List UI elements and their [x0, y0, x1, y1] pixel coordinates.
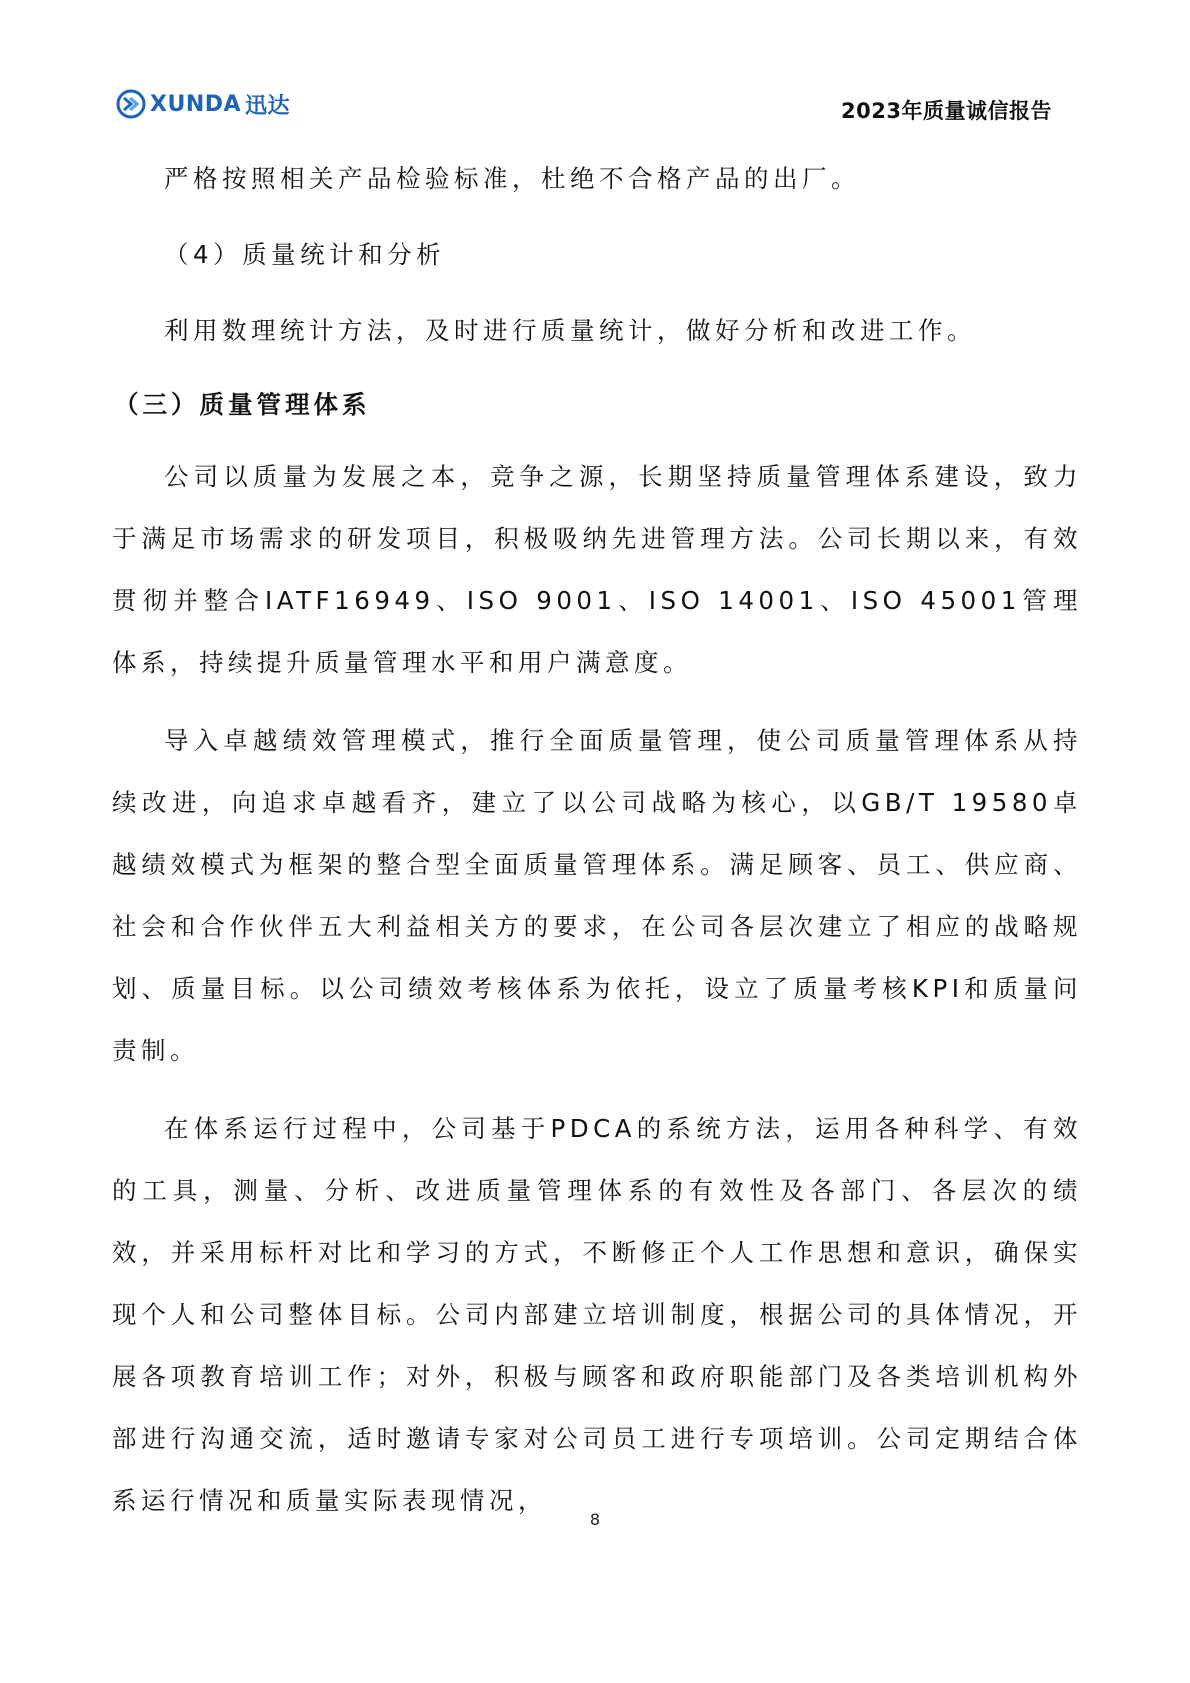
logo-text: XUNDA — [150, 91, 242, 117]
section-heading-quality-system: （三）质量管理体系 — [114, 390, 371, 419]
document-body — [112, 148, 1082, 1532]
company-logo — [116, 86, 290, 122]
report-title: 2023年质量诚信报告 — [841, 99, 1052, 123]
logo-chinese-text: 迅达 — [245, 93, 291, 119]
subheading-quality-statistics: （4）质量统计和分析 — [164, 240, 446, 269]
xunda-logo-icon — [116, 89, 146, 119]
paragraph-statistics: 利用数理统计方法，及时进行质量统计，做好分析和改进工作。 — [164, 316, 976, 345]
paragraph-pdca: 在体系运行过程中，公司基于PDCA的系统方法，运用各种科学、有效的工具，测量、分析、改进质量管理体系的有效性及各部门、各层次的绩效，并采用标杆对比和学习的方式，不断修正个人工作思想和意识，确保实现个人和公司整体目标。公司内部建立培训制度，根据公司的具体情况，开展各项教育培训工作；对外，积极与顾客和政府职能部门及各类培训机构外部进行沟通交流，适时邀请专家对公司员工进行专项培训。公司定期结合体系运行情况和质量实际表现情况， — [112, 1114, 1082, 1515]
paragraph-inspection: 严格按照相关产品检验标准，杜绝不合格产品的出厂。 — [164, 164, 860, 193]
page-number: 8 — [589, 1510, 601, 1529]
paragraph-excellence-model: 导入卓越绩效管理模式，推行全面质量管理，使公司质量管理体系从持续改进，向追求卓越看齐，建立了以公司战略为核心，以GB/T 19580卓越绩效模式为框架的整合型全面质量管理体系。满足顾客、员工、供应商、社会和合作伙伴五大利益相关方的要求，在公司各层次建立了相应的战略规划、质量目标。以公司绩效考核体系为依托，设立了质量考核KPI和质量问责制。 — [112, 726, 1082, 1065]
paragraph-quality-system: 公司以质量为发展之本，竞争之源，长期坚持质量管理体系建设，致力于满足市场需求的研发项目，积极吸纳先进管理方法。公司长期以来，有效贯彻并整合IATF16949、ISO 9001、ISO 14001、ISO 45001管理体系，持续提升质量管理水平和用户满意度。 — [112, 462, 1082, 677]
